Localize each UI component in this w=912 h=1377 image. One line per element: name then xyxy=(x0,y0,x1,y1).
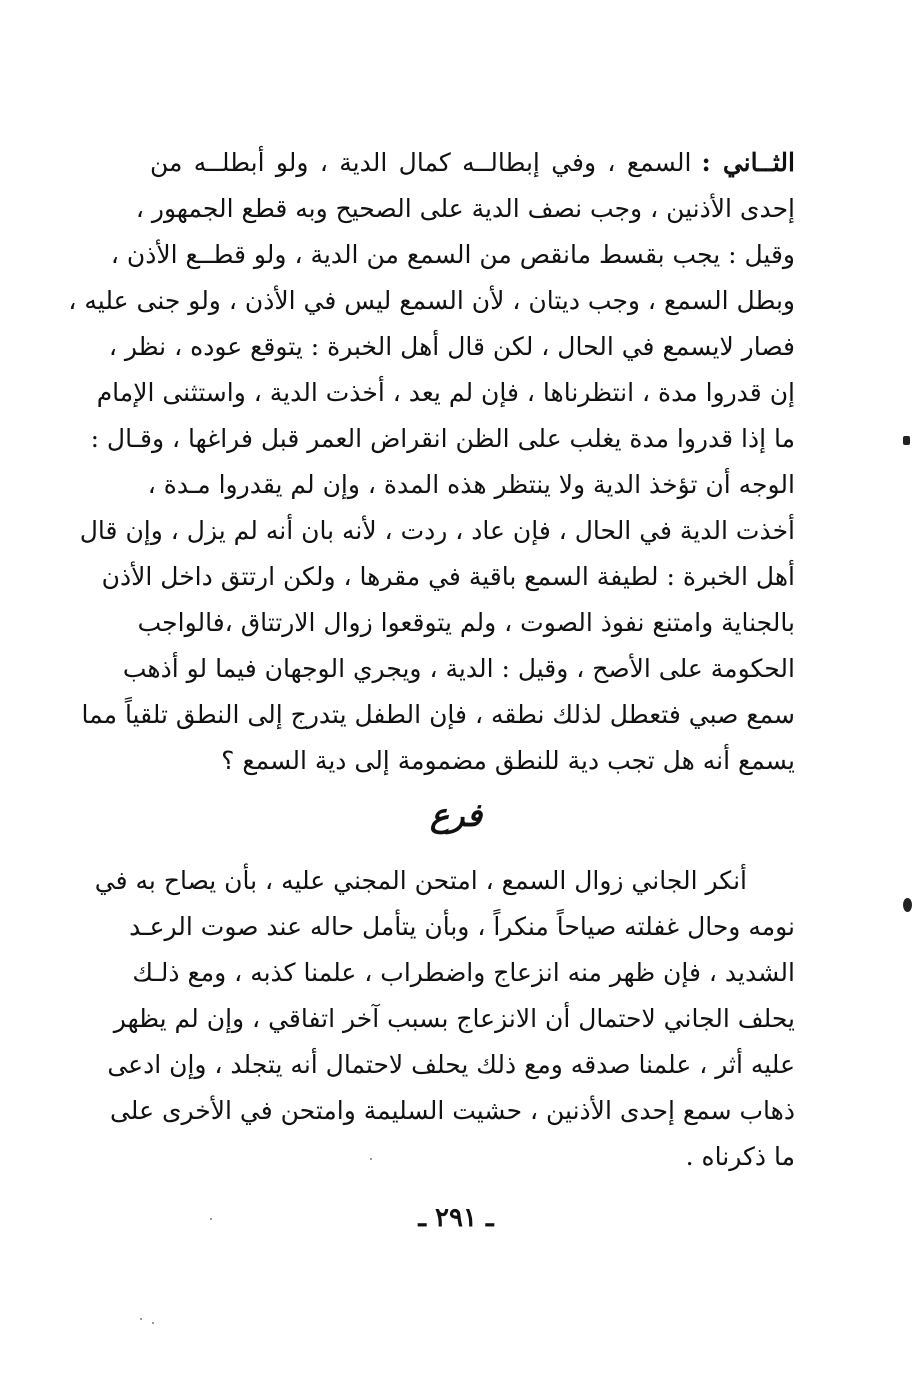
paper-speck xyxy=(370,1158,372,1160)
line-text: السمع ، وفي إبطالــه كمال الدية ، ولو أبطلــه من xyxy=(150,148,692,177)
paragraph-denial xyxy=(94,858,795,1180)
margin-mark xyxy=(903,898,912,912)
paper-speck xyxy=(152,1322,154,1324)
text-line: يحلف الجاني لاحتمال أن الانزعاج بسبب آخر اتفاقي ، وإن لم يظهر xyxy=(113,1004,795,1033)
paper-speck xyxy=(210,1218,212,1220)
text-line: سمع صبي فتعطل لذلك نطقه ، فإن الطفل يتدرج إلى النطق تلقياً مما xyxy=(81,700,795,729)
text-line: الشديد ، فإن ظهر منه انزعاج واضطراب ، علمنا كذبه ، ومع ذلـك xyxy=(132,958,795,987)
text-line: الحكومة على الأصح ، وقيل : الدية ، ويجري الوجهان فيما لو أذهب xyxy=(122,654,795,683)
text-line: أخذت الدية في الحال ، فإن عاد ، ردت ، لأنه بان أنه لم يزل ، وإن قال xyxy=(79,516,795,545)
text-line: الوجه أن تؤخذ الدية ولا ينتظر هذه المدة ، وإن لم يقدروا مـدة ، xyxy=(147,470,795,499)
text-line: ذهاب سمع إحدى الأذنين ، حشيت السليمة وامتحن في الأخرى على xyxy=(109,1096,795,1125)
paragraph-hearing xyxy=(68,140,795,784)
margin-mark xyxy=(903,436,910,445)
text-line: بالجناية وامتنع نفوذ الصوت ، ولم يتوقعوا زوال الارتتاق ،فالواجب xyxy=(137,608,795,637)
text-line: فصار لايسمع في الحال ، لكن قال أهل الخبرة : يتوقع عوده ، نظر ، xyxy=(108,332,795,361)
text-line: ما ذكرناه . xyxy=(685,1142,795,1171)
text-line: وقيل : يجب بقسط مانقص من السمع من الدية ، ولو قطــع الأذن ، xyxy=(110,240,795,269)
text-line: إحدى الأذنين ، وجب نصف الدية على الصحيح وبه قطع الجمهور ، xyxy=(135,194,795,223)
text-line: يسمع أنه هل تجب دية للنطق مضمومة إلى دية السمع ؟ xyxy=(221,746,795,775)
section-heading-branch: فرع xyxy=(429,796,483,834)
lead-word-second: الثــاني : xyxy=(701,148,795,177)
text-line xyxy=(150,140,795,186)
text-line: إن قدروا مدة ، انتظرناها ، فإن لم يعد ، أخذت الدية ، واستثنى الإمام xyxy=(96,378,795,407)
paper-speck xyxy=(140,1318,142,1320)
text-line: أنكر الجاني زوال السمع ، امتحن المجني عليه ، بأن يصاح به في xyxy=(94,866,747,895)
text-line: عليه أثر ، علمنا صدقه ومع ذلك يحلف لاحتمال أنه يتجلد ، وإن ادعى xyxy=(107,1050,795,1079)
page-number: ـ ٢٩١ ـ xyxy=(418,1203,494,1233)
text-line: أهل الخبرة : لطيفة السمع باقية في مقرها ، ولكن ارتتق داخل الأذن xyxy=(101,562,795,591)
text-line: ما إذا قدروا مدة يغلب على الظن انقراض العمر قبل فراغها ، وقـال : xyxy=(90,424,795,453)
text-line: وبطل السمع ، وجب ديتان ، لأن السمع ليس في الأذن ، ولو جنى عليه ، xyxy=(68,286,795,315)
text-line: نومه وحال غفلته صياحاً منكراً ، وبأن يتأمل حاله عند صوت الرعـد xyxy=(129,912,795,941)
